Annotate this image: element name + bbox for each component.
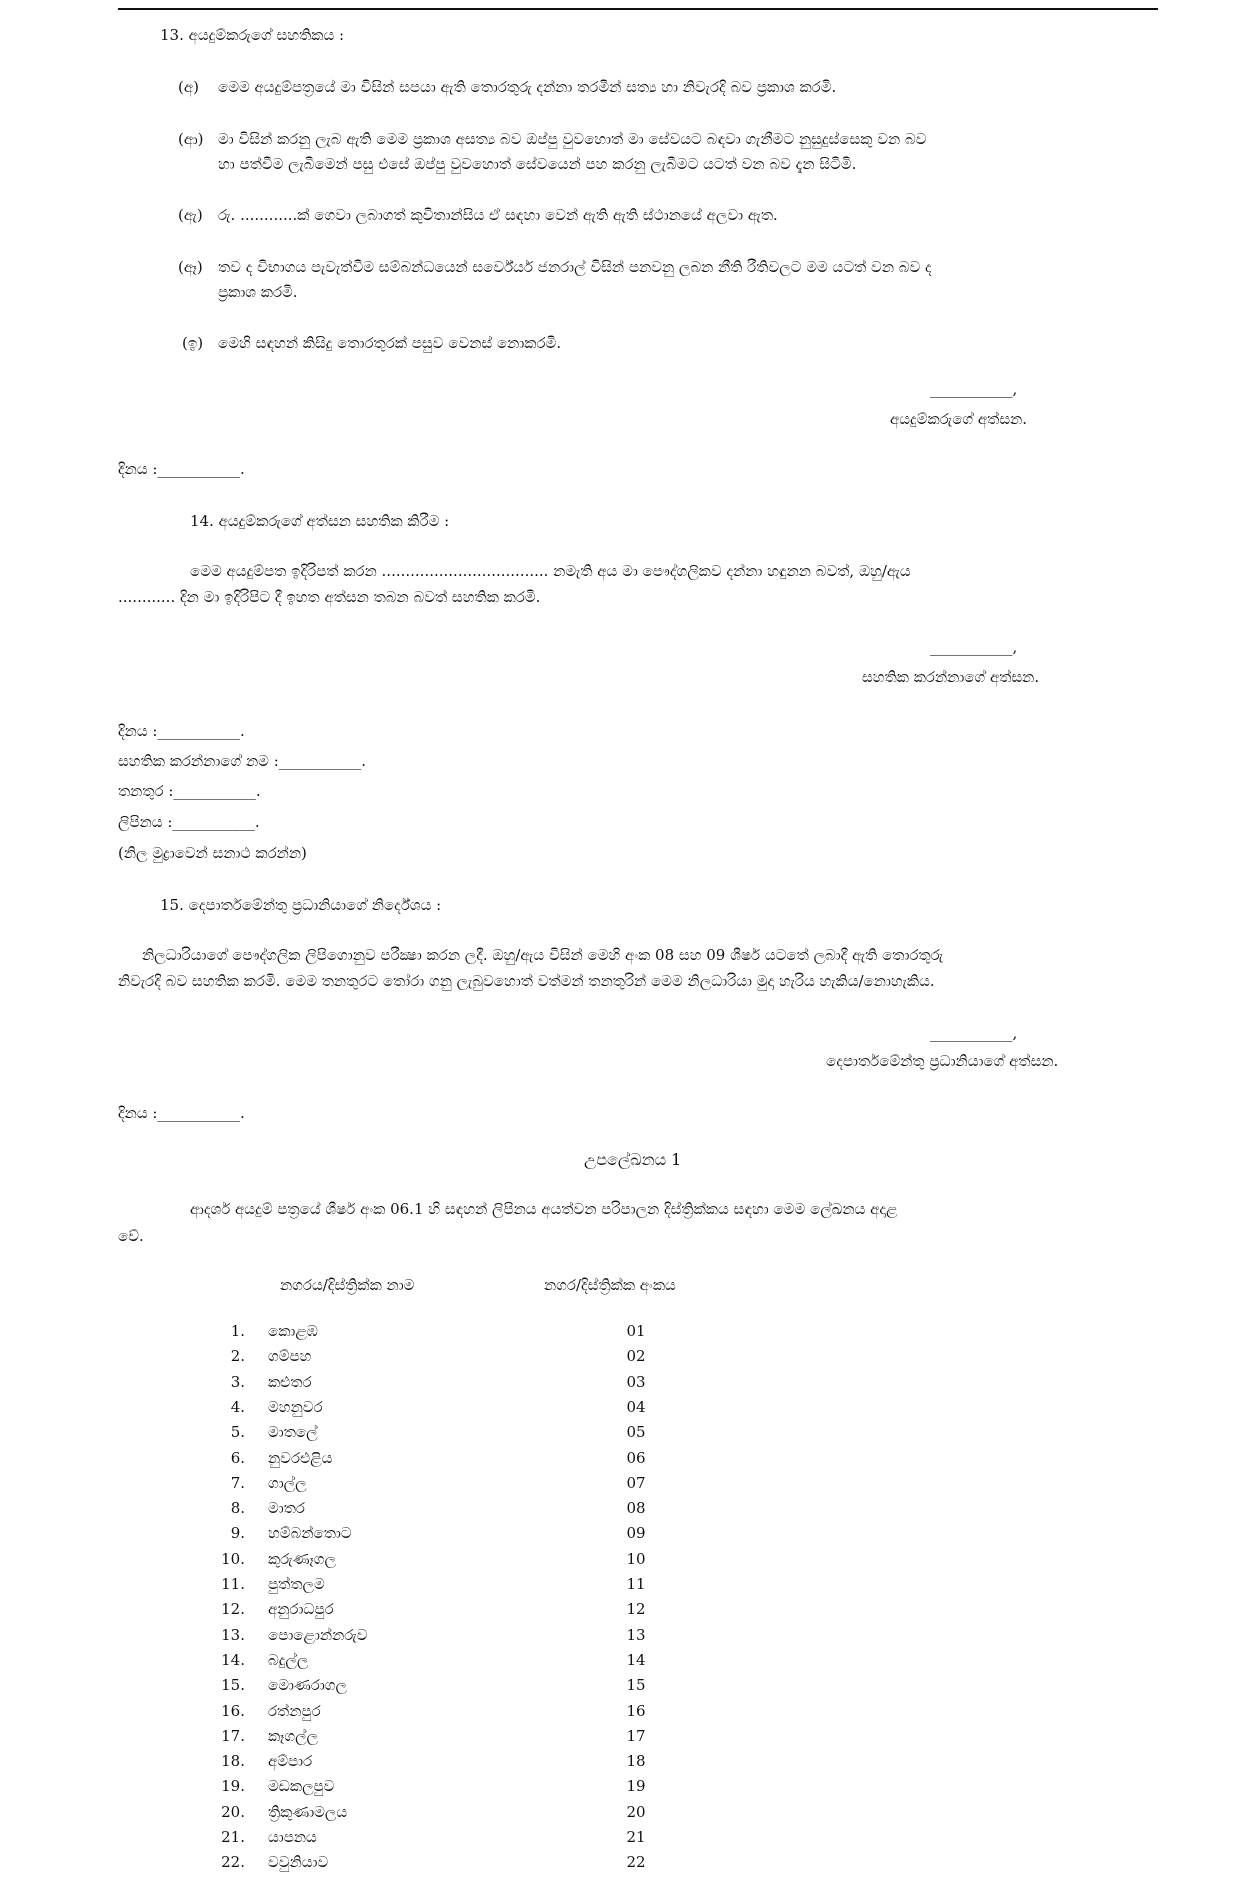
row-number: 18. (221, 1752, 245, 1771)
table-row (0, 1626, 1240, 1651)
district-code: 11 (626, 1575, 646, 1593)
paragraph-line: ............ දින මා ඉදිරිපිට දී ඉහත අත්සන තබන බවත් සහතික කරමි. (118, 588, 541, 606)
district-name: මහනුවර (268, 1397, 323, 1416)
address-field: ලිපිනය :___________. (118, 813, 260, 831)
row-number: 10. (221, 1549, 245, 1568)
date-field: දිනය :___________. (118, 722, 245, 740)
district-name: අනුරාධපුර (268, 1600, 334, 1619)
table-row (0, 1651, 1240, 1676)
row-number: 17. (221, 1726, 245, 1745)
district-code: 05 (626, 1423, 646, 1442)
seal-note: (නිල මුද්‍රාවෙන් සනාථ කරන්න) (118, 844, 307, 862)
table-row (0, 1676, 1240, 1701)
table-row (0, 1398, 1240, 1423)
district-name: මඩකලපුව (268, 1777, 335, 1796)
head-signature-label: දෙපාර්තමේන්තු ප්‍රධානියාගේ අත්සන. (826, 1052, 1059, 1070)
paragraph-line: නිවැරදි බව සහතික කරමි. මෙම තනතුරට තෝරා ගනු ලැබුවහොත් වත්මන් තනතුරින් මෙම නිලධාරියා මුදා හැරිය හැකිය/නොහැකිය. (118, 972, 935, 990)
row-number: 19. (221, 1777, 245, 1796)
table-row (0, 1777, 1240, 1802)
table-row (0, 1474, 1240, 1499)
district-name: මාතර (268, 1499, 305, 1518)
district-name: කුරුණෑගල (268, 1549, 336, 1568)
row-number: 2. (230, 1347, 245, 1366)
district-name: පුත්තලම (268, 1575, 325, 1593)
district-code: 07 (626, 1473, 646, 1492)
row-number: 9. (230, 1524, 245, 1543)
district-code: 19 (626, 1777, 646, 1796)
district-code: 13 (626, 1625, 646, 1644)
column-header-name: නගරය/දිස්ත්‍රික්ක නාම (280, 1276, 415, 1294)
district-code: 12 (626, 1600, 646, 1619)
row-number: 4. (230, 1397, 245, 1416)
district-code: 20 (626, 1802, 646, 1821)
date-field: දිනය :___________. (118, 460, 245, 478)
table-row (0, 1550, 1240, 1575)
signature-line: ___________, (930, 638, 1018, 656)
table-row (0, 1524, 1240, 1549)
district-code: 22 (626, 1853, 646, 1872)
row-number: 21. (221, 1828, 245, 1846)
item-label: (ඇ) (178, 206, 203, 224)
row-number: 6. (230, 1448, 245, 1467)
annex-intro-cont: වේ. (118, 1227, 144, 1245)
date-field: දිනය :___________. (118, 1104, 245, 1122)
district-name: නුවරඑළිය (268, 1448, 333, 1467)
district-code: 18 (626, 1752, 646, 1771)
signature-line: ___________, (930, 380, 1018, 398)
paragraph-line: නිලධාරියාගේ පෞද්ගලික ලිපිගොනුව පරීක්‍ෂා කරන ලදී. ඔහු/ඇය විසින් මෙහි අංක 08 සහ 09 ශීර්ෂ යටතේ ලබාදී ඇති තොරතුරු (142, 946, 944, 964)
district-name: කොළඹ (268, 1322, 318, 1340)
district-code: 10 (626, 1549, 646, 1568)
table-row (0, 1499, 1240, 1524)
row-number: 3. (230, 1372, 245, 1391)
annex-title: උපලේඛනය 1 (584, 1150, 682, 1169)
table-row (0, 1322, 1240, 1347)
item-label: (ඉ) (182, 334, 204, 352)
district-code: 15 (626, 1676, 646, 1695)
certifier-name-field: සහතික කරන්නාගේ නම :___________. (118, 752, 367, 770)
certifier-signature-label: සහතික කරන්නාගේ අත්සන. (862, 668, 1040, 686)
item-text-cont: ප්‍රකාශ කරමි. (218, 283, 298, 301)
district-name: ත්‍රිකුණාමලය (268, 1802, 348, 1821)
table-row (0, 1423, 1240, 1448)
row-number: 5. (230, 1423, 245, 1442)
item-text: මෙහි සඳහන් කිසිදු තොරතුරක් පසුව වෙනස් නොකරමි. (218, 334, 562, 352)
table-row (0, 1752, 1240, 1777)
item-text: රු. ............ක් ගෙවා ලබාගත් කුවිතාන්සිය ඒ සඳහා වෙන් ඇති ඇති ස්ථානයේ අලවා ඇත. (218, 206, 778, 224)
item-text: තව ද විභාගය පැවැත්වීම සම්බන්ධයෙන් සර්වේයර් ජනරාල් විසින් පනවනු ලබන නීති රීතිවලට මම යටත් වන බව ද (218, 258, 932, 276)
item-label: (ඈ) (178, 258, 203, 276)
row-number: 16. (221, 1701, 245, 1720)
district-name: කෑගල්ල (268, 1726, 318, 1745)
row-number: 13. (221, 1625, 245, 1644)
district-name: රත්නපුර (268, 1701, 321, 1720)
row-number: 14. (221, 1650, 245, 1669)
row-number: 11. (221, 1575, 245, 1593)
column-header-code: නගර/දිස්ත්‍රික්ක අංකය (544, 1276, 676, 1294)
item-label: (අ) (178, 78, 199, 96)
district-name: හම්බන්තොට (268, 1524, 352, 1543)
district-name: ගාල්ල (268, 1473, 307, 1492)
district-code: 03 (626, 1372, 646, 1391)
row-number: 7. (230, 1473, 245, 1492)
district-code: 09 (626, 1524, 646, 1543)
district-name: කළුතර (268, 1372, 312, 1391)
district-code: 21 (626, 1828, 646, 1846)
table-row (0, 1600, 1240, 1625)
district-code: 16 (626, 1701, 646, 1720)
signature-line: ___________, (930, 1024, 1018, 1042)
table-row (0, 1853, 1240, 1878)
table-row (0, 1828, 1240, 1853)
district-code: 06 (626, 1448, 646, 1467)
annex-intro: ආදර්ශ අයදුම් පත්‍රයේ ශීර්ෂ අංක 06.1 හි සඳහන් ලිපිනය අයත්වන පරිපාලන දිස්ත්‍රික්කය සඳහා මෙම ලේඛනය අදාළ (190, 1200, 898, 1218)
district-name: පොළොන්නරුව (268, 1625, 368, 1644)
district-code: 02 (626, 1347, 646, 1366)
row-number: 20. (221, 1802, 245, 1821)
section-14-heading: 14. අයදුම්කරුගේ අත්සන සහතික කිරීම : (190, 512, 450, 530)
district-code: 04 (626, 1397, 646, 1416)
district-name: බදුල්ල (268, 1650, 309, 1669)
paragraph-line: මෙම අයදුම්පත ඉදිරිපත් කරන ................................... නමැති අය මා පෞද්ගලිකව දන්නා හඳුනන බවත්, ඔහු/ඇය (190, 562, 911, 580)
item-label: (ආ) (178, 130, 204, 148)
applicant-signature-label: අයදුම්කරුගේ අත්සන. (890, 410, 1028, 428)
row-number: 12. (221, 1600, 245, 1619)
top-rule (118, 8, 1158, 10)
district-name: ගම්පහ (268, 1347, 312, 1366)
section-15-heading: 15. දෙපාර්තමේන්තු ප්‍රධානියාගේ නිර්දේශය : (160, 896, 442, 914)
row-number: 15. (221, 1676, 245, 1695)
district-name: යාපනය (268, 1828, 317, 1846)
item-text: මා විසින් කරනු ලැබ ඇති මෙම ප්‍රකාශ අසත්‍ය බව ඔප්පු වුවහොත් මා සේවයට බඳවා ගැනීමට නුසුදුස්සෙකු වන බව (218, 130, 927, 148)
district-code: 08 (626, 1499, 646, 1518)
district-name: අම්පාර (268, 1752, 313, 1771)
table-row (0, 1347, 1240, 1372)
table-row (0, 1449, 1240, 1474)
item-text-cont: හා පත්වීම ලැබීමෙන් පසු එසේ ඔප්පු වුවහොත් සේවයෙන් පහ කරනු ලැබීමට යටත් වන බව දැන සිටිමි. (218, 155, 857, 173)
row-number: 8. (230, 1499, 245, 1518)
district-code: 14 (626, 1650, 646, 1669)
row-number: 1. (230, 1322, 245, 1340)
table-row (0, 1575, 1240, 1600)
district-code: 17 (626, 1726, 646, 1745)
district-name: මාතලේ (268, 1423, 318, 1442)
section-13-heading: 13. අයදුම්කරුගේ සහතිකය : (160, 26, 345, 44)
position-field: තනතුර :___________. (118, 782, 261, 800)
item-text: මෙම අයදුම්පත්‍රයේ මා විසින් සපයා ඇති තොරතුරු දන්නා තරමින් සත්‍ය හා නිවැරදි බව ප්‍රකාශ කරමි. (218, 78, 837, 96)
row-number: 22. (221, 1853, 245, 1872)
table-row (0, 1803, 1240, 1828)
table-row (0, 1702, 1240, 1727)
district-name: මොණරාගල (268, 1676, 347, 1695)
district-name: වවුනියාව (268, 1853, 329, 1872)
table-row (0, 1727, 1240, 1752)
district-code: 01 (626, 1322, 646, 1340)
table-row (0, 1373, 1240, 1398)
